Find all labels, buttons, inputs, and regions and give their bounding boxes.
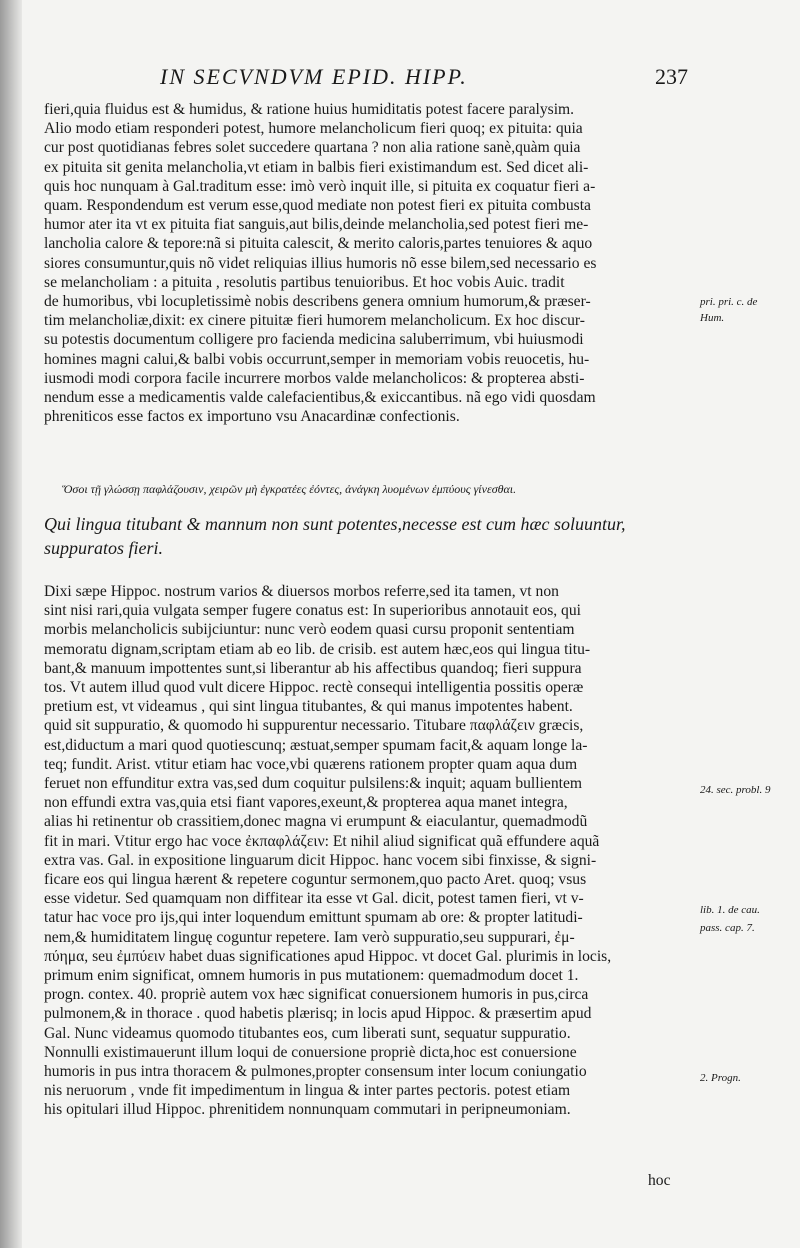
latin-aphorism-heading: Qui lingua titubant & mannum non sunt potentes,necesse est cum hæc soluuntur, suppuratos fieri. [44, 514, 626, 558]
text-line: quam. Respondendum est verum esse,quod mediate non potest fieri ex pituita combusta [44, 197, 591, 215]
greek-aphorism: Ὅσοι τῇ γλώσσῃ παφλάζουσιν, χειρῶν μὴ ἐγκρατέες ἐόντες, ἀνάγκη λυομένων ἐμπύους γίνεσθαι. [62, 482, 517, 496]
page-number: 237 [655, 64, 688, 89]
text-line: quid sit suppuratio, & quomodo hi suppurentur necessario. Titubare παφλάζειν græcis, [44, 717, 584, 735]
text-line: Nonnulli existimauerunt illum loqui de conuersione propriè dicta,hoc est conuersione [44, 1043, 577, 1061]
text-line: se melancholiam : a pituita , resolutis partibus tenuioribus. Et hoc vobis Auic. tradit [44, 273, 565, 291]
text-line: ex pituita sit genita melancholia,vt etiam in balbis fieri existimandum est. Sed dicet ali- [44, 158, 589, 176]
text-line: est,diductum a mari quod quotiescunq; æstuat,semper spumam facit,& aquam longe la- [44, 736, 588, 754]
text-line: fieri,quia fluidus est & humidus, & ratione huius humiditatis potest facere paralysim. [44, 101, 575, 118]
text-line: tatur hac voce pro ijs,qui inter loquendum emittunt spumam ab ore: & propter latitudi- [44, 909, 583, 927]
text-line: teq; fundit. Arist. vtitur etiam hac voce,vbi quærens rationem propter quam aqua dum [44, 755, 578, 773]
text-line: progn. contex. 40. propriè autem vox hæc significat conuersionem humoris in pus,circa [44, 986, 589, 1004]
text-line: Alio modo etiam responderi potest, humore melancholicum fieri quoq; ex pituita: quia [44, 120, 583, 138]
margin-note: 2. Progn. [700, 1072, 741, 1084]
body-text-bottom [44, 582, 694, 1120]
text-line: non effundi extra vas,quia etsi fiant vapores,exeunt,& propterea aqua manet integra, [44, 794, 568, 812]
page-gutter [0, 0, 22, 1248]
text-line: esse videtur. Sed quamquam non diffitear ita esse vt Gal. dicit, potest tamen fieri, vt v- [44, 890, 584, 908]
text-line: siores consumuntur,quis nõ videt reliquias illius humoris nõ esse bilem,sed necessario es [44, 254, 597, 272]
margin-note: pass. cap. 7. [700, 922, 755, 934]
text-line: morbis melancholicis subijciuntur: nunc verò eodem quasi cursu proponit sententiam [44, 621, 575, 639]
text-line: homines magni calui,& balbi vobis occurrunt,semper in memoriam vobis reuocetis, hu- [44, 350, 590, 368]
text-line: alias hi retinentur ob crassitiem,donec magna vi erumpunt & eiaculantur, quemadmodũ [44, 813, 588, 831]
text-line: quis hoc nunquam à Gal.traditum esse: imò verò inquit ille, si pituita ex coquatur fieri a- [44, 177, 596, 195]
catchword: hoc [648, 1172, 671, 1189]
text-line: humoris in pus intra thoracem & pulmones,propter consensum inter locum coniungatio [44, 1063, 587, 1081]
text-line: nem,& humiditatem linguę coguntur repetere. Iam verò suppuratio,seu suppurari, ἐμ- [44, 928, 575, 946]
text-line: Gal. Nunc videamus quomodo titubantes eos, cum liberati sunt, sequatur suppuratio. [44, 1024, 571, 1042]
text-line: primum enim significat, omnem humoris in pus mutationem: quemadmodum docet 1. [44, 967, 579, 985]
margin-note: Hum. [700, 312, 725, 324]
text-line: humor ater ita vt ex pituita fiat sanguis,aut bilis,deinde melancholia,sed potest fieri me- [44, 216, 589, 234]
margin-note: 24. sec. probl. 9 [700, 784, 771, 796]
text-line: su potestis documentum colligere pro facienda medicina saluberrimum, vbi huiusmodi [44, 331, 584, 349]
page-header [140, 64, 700, 94]
text-line: de humoribus, vbi locupletissimè nobis describens genera omnium humorum,& præser- [44, 293, 591, 311]
running-head: IN SECVNDVM EPID. HIPP. [160, 64, 468, 89]
margin-note: pri. pri. c. de [700, 296, 758, 308]
text-line: pretium est, vt videamus , qui sint lingua titubantes, & qui manus impotentes habent. [44, 698, 573, 716]
text-line: ficare eos qui lingua hærent & repetere coguntur sermonem,quo pacto Aret. quoq; vsus [44, 871, 587, 889]
text-line: phreniticos esse factos ex importuno vsu Anacardinæ confectionis. [44, 408, 460, 426]
text-line: cur post quotidianas febres solet succedere quartana ? non alia ratione sanè,quàm quia [44, 139, 581, 157]
text-line: tos. Vt autem illud quod vult dicere Hippoc. rectè consequi intelligentia possitis operæ [44, 679, 584, 697]
text-line: Dixi sæpe Hippoc. nostrum varios & diuersos morbos referre,sed ita tamen, vt non [44, 583, 559, 600]
text-line: sint nisi rari,quia vulgata semper fugere conatus est: In superioribus annotauit eos, qui [44, 602, 581, 620]
text-line: pulmonem,& in thorace . quod habetis plærisq; in locis apud Hippoc. & præsertim apud [44, 1005, 592, 1023]
text-line: lancholia calore & tepore:nã si pituita calescit, & merito caloris,partes tenuiores & aquo [44, 235, 593, 253]
text-line: nendum esse a medicamentis valde calefacientibus,& exiccantibus. nã ego vidi quosdam [44, 389, 596, 407]
text-line: πύημα, seu ἐμπύειν habet duas significationes apud Hippoc. vt docet Gal. plurimis in locis, [44, 947, 612, 965]
margin-note: lib. 1. de cau. [700, 904, 760, 916]
text-line: iusmodi modi corpora facile incurrere morbos valde melancholicos: & propterea absti- [44, 369, 585, 387]
text-line: fit in mari. Vtitur ergo hac voce ἐκπαφλάζειν: Et nihil aliud significat quã effundere aquã [44, 832, 600, 850]
text-line: feruet non effunditur extra vas,sed dum coquitur pulsilens:& inquit; aquam bullientem [44, 775, 583, 793]
text-line: nis neruorum , vnde fit impedimentum in lingua & inter partes pectoris. potest etiam [44, 1082, 571, 1100]
text-line: memoratu dignam,scriptam etiam ab eo lib. de crisib. est autem hæc,eos qui lingua titu- [44, 640, 591, 658]
text-line: bant,& manuum impottentes sunt,si liberantur ab his affectibus quandoq; fieri suppura [44, 659, 582, 677]
body-text-top [44, 100, 694, 426]
text-line: his opitulari illud Hippoc. phrenitidem nonnunquam commutari in peripneumoniam. [44, 1101, 571, 1119]
text-line: extra vas. Gal. in expositione linguarum dicit Hippoc. hanc vocem sibi finxisse, & signi- [44, 851, 597, 869]
text-line: tim melancholiæ,dixit: ex cinere pituitæ fieri humorem melancholicum. Ex hoc discur- [44, 312, 585, 330]
